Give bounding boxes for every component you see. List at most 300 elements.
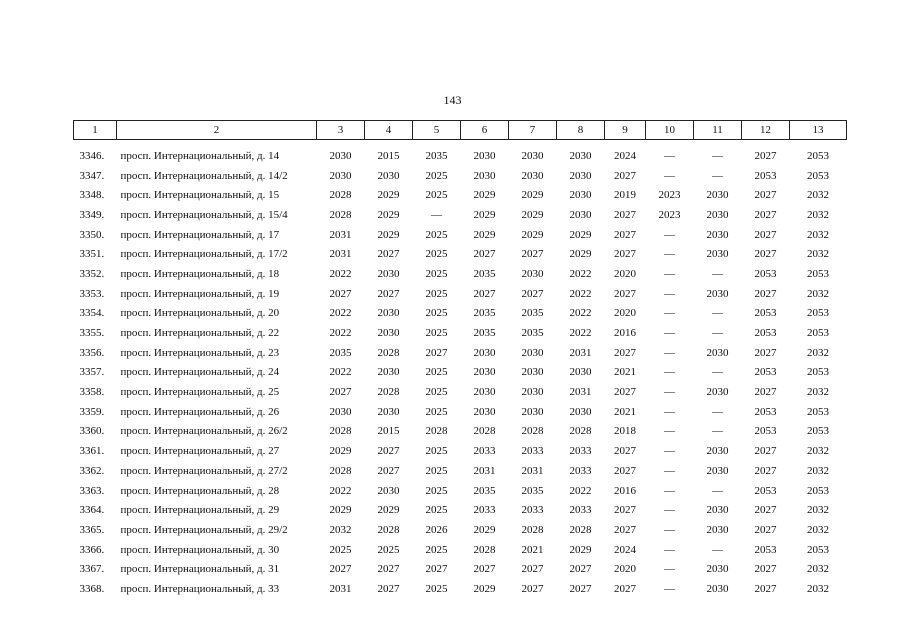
table-cell: 2032 [807,386,829,399]
table-cell: — [712,405,723,418]
table-cell: — [664,464,675,477]
table-cell: — [712,267,723,280]
table-row [74,323,847,343]
table-cell: 2030 [377,366,400,379]
row-number-cell: 3358. [79,386,105,399]
row-number-cell: 3347. [79,169,105,182]
table-cell: 2027 [329,287,352,300]
table-cell: 2027 [569,563,592,576]
table-cell: 2027 [754,504,777,517]
table-cell: 2033 [521,445,544,458]
table-cell: 2027 [754,563,777,576]
table-cell: — [431,208,442,221]
table-row [74,382,847,402]
table-cell: 2021 [614,366,636,379]
table-cell: — [712,169,723,182]
table-cell: 2024 [614,543,636,556]
table-cell: 2030 [569,208,592,221]
table-cell: — [664,327,675,340]
table-cell: 2022 [569,287,592,300]
table-cell: — [664,386,675,399]
row-number-cell: 3361. [79,445,105,458]
table-cell: 2029 [521,228,544,241]
table-cell: 2027 [377,563,400,576]
table-cell: 2030 [706,464,729,477]
table-cell: 2030 [473,346,496,359]
table-cell: 2022 [569,484,592,497]
table-cell: 2027 [754,149,777,162]
table-cell: 2025 [425,582,448,595]
table-cell: 2028 [425,425,448,438]
table-cell: 2027 [377,248,400,261]
table-cell: 2027 [473,287,496,300]
table-cell: 2028 [473,543,496,556]
table-cell: — [664,523,675,536]
table-cell: 2025 [425,445,448,458]
table-body [74,140,847,599]
table-cell: 2030 [377,267,400,280]
table-cell: 2027 [754,346,777,359]
table-cell: 2027 [754,523,777,536]
table-row [74,540,847,560]
table-cell: 2029 [521,208,544,221]
table-cell: 2053 [807,327,829,340]
table-cell: 2032 [807,228,829,241]
address-cell: просп. Интернациональный, д. 31 [120,563,280,576]
table-cell: — [664,228,675,241]
table-cell: 2053 [807,543,829,556]
table-cell: 2023 [658,189,681,202]
table-cell: 2030 [329,149,352,162]
table-cell: 2022 [329,484,352,497]
row-number-cell: 3366. [79,543,105,556]
table-cell: 2029 [473,189,496,202]
table-cell: 2027 [329,386,352,399]
table-cell: 2030 [521,386,544,399]
table-cell: 2053 [807,267,829,280]
table-cell: 2027 [377,445,400,458]
table-cell: 2030 [473,169,496,182]
table-cell: — [712,149,723,162]
table-cell: 2035 [425,149,448,162]
table-cell: 2029 [377,504,400,517]
page-number: 143 [443,93,462,107]
table-cell: 2028 [569,425,592,438]
table-cell: 2022 [569,327,592,340]
table-cell: 2030 [706,504,729,517]
table-cell: 2032 [807,346,829,359]
table-cell: 2028 [377,346,400,359]
row-number-cell: 3363. [79,484,105,497]
table-cell: 2022 [329,267,352,280]
table-cell: 2030 [569,169,592,182]
table-cell: 2053 [754,405,777,418]
table-cell: 2030 [569,149,592,162]
table-cell: 2053 [754,543,777,556]
table-cell: 2025 [425,189,448,202]
table-cell: 2022 [329,307,352,320]
table-cell: 2030 [706,523,729,536]
table-cell: 2030 [521,366,544,379]
table-cell: 2025 [425,307,448,320]
table-cell: 2033 [521,504,544,517]
address-cell: просп. Интернациональный, д. 14 [120,149,280,162]
table-cell: 2027 [521,287,544,300]
table-cell: 2030 [569,189,592,202]
table-cell: 2025 [425,248,448,261]
table-cell: 2035 [473,307,496,320]
table-row [74,284,847,304]
table-cell: 2032 [807,445,829,458]
table-cell: 2028 [521,425,544,438]
table-cell: 2025 [425,327,448,340]
table-cell: — [664,425,675,438]
table-cell: 2020 [614,267,636,280]
table-cell: 2029 [473,228,496,241]
column-header-13: 13 [790,121,847,140]
address-cell: просп. Интернациональный, д. 17 [120,228,280,241]
address-cell: просп. Интернациональный, д. 24 [120,366,280,379]
row-number-cell: 3353. [79,287,105,300]
column-header-2: 2 [117,121,317,140]
address-cell: просп. Интернациональный, д. 18 [120,267,280,280]
table-cell: 2016 [614,327,636,340]
table-cell: 2027 [614,523,636,536]
table-cell: 2030 [521,346,544,359]
table-row [74,402,847,422]
table-cell: — [664,405,675,418]
address-cell: просп. Интернациональный, д. 29/2 [120,523,288,536]
row-number-cell: 3351. [79,248,105,261]
table-row [74,422,847,442]
table-row [74,559,847,579]
table-cell: 2027 [754,228,777,241]
table-cell: 2016 [614,484,636,497]
address-cell: просп. Интернациональный, д. 33 [120,582,280,595]
table-cell: 2030 [377,405,400,418]
row-number-cell: 3346. [79,149,105,162]
table-cell: 2053 [754,327,777,340]
table-cell: 2015 [377,149,400,162]
table-cell: 2032 [807,563,829,576]
table-cell: 2029 [329,445,352,458]
table-cell: 2035 [521,327,544,340]
table-cell: 2025 [425,366,448,379]
table-cell: 2027 [614,248,636,261]
table-cell: 2031 [569,346,592,359]
table-cell: 2030 [706,248,729,261]
table-cell: 2028 [521,523,544,536]
row-number-cell: 3368. [79,582,105,595]
table-cell: 2030 [706,228,729,241]
table-cell: 2025 [425,228,448,241]
table-cell: 2027 [614,287,636,300]
table-cell: 2030 [706,386,729,399]
column-header-4: 4 [365,121,413,140]
table-cell: 2030 [377,327,400,340]
table-row [74,520,847,540]
table-cell: 2028 [329,189,352,202]
table-cell: 2035 [473,267,496,280]
table-cell: 2029 [377,208,400,221]
table-row [74,244,847,264]
table-row [74,500,847,520]
column-header-9: 9 [605,121,646,140]
table-cell: 2029 [377,189,400,202]
table-cell: 2030 [706,346,729,359]
table-cell: 2030 [473,386,496,399]
table-cell: 2027 [614,445,636,458]
table-cell: 2025 [425,543,448,556]
table-cell: — [712,327,723,340]
table-cell: 2031 [569,386,592,399]
table-cell: 2028 [329,464,352,477]
table-cell: 2029 [377,228,400,241]
table-cell: 2030 [706,445,729,458]
table-cell: 2030 [377,307,400,320]
table-cell: — [664,366,675,379]
table-cell: 2053 [754,484,777,497]
table-cell: 2030 [706,582,729,595]
table-cell: 2032 [807,582,829,595]
table-cell: 2027 [473,563,496,576]
table-cell: 2029 [473,523,496,536]
table-cell: — [664,543,675,556]
table-cell: 2028 [329,425,352,438]
table-row [74,579,847,599]
address-cell: просп. Интернациональный, д. 23 [120,346,280,359]
table-cell: 2021 [521,543,544,556]
table-cell: 2027 [614,346,636,359]
table-cell: 2027 [614,208,636,221]
table-cell: 2027 [614,386,636,399]
table-cell: 2015 [377,425,400,438]
address-cell: просп. Интернациональный, д. 19 [120,287,280,300]
table-cell: 2035 [521,484,544,497]
table-cell: 2030 [377,484,400,497]
table-cell: 2029 [521,189,544,202]
table-cell: 2053 [807,149,829,162]
table-cell: 2029 [569,248,592,261]
table-cell: 2028 [377,523,400,536]
table-cell: 2032 [807,189,829,202]
table-cell: 2030 [329,169,352,182]
table-cell: — [664,149,675,162]
table-cell: 2029 [473,582,496,595]
table-cell: 2020 [614,307,636,320]
table-cell: — [664,484,675,497]
table-cell: 2053 [754,425,777,438]
table-cell: — [664,563,675,576]
table-cell: 2032 [807,287,829,300]
address-cell: просп. Интернациональный, д. 28 [120,484,280,497]
table-cell: 2033 [569,464,592,477]
table-cell: 2028 [329,208,352,221]
table-cell: 2032 [329,523,352,536]
table-cell: 2025 [377,543,400,556]
table-cell: 2027 [754,287,777,300]
table-cell: 2027 [329,563,352,576]
table-cell: 2053 [807,366,829,379]
table-row [74,343,847,363]
table-cell: — [664,307,675,320]
table-row [74,441,847,461]
table-cell: 2029 [569,543,592,556]
table-cell: 2022 [569,267,592,280]
table-cell: 2030 [706,208,729,221]
table-cell: 2028 [377,386,400,399]
column-header-6: 6 [461,121,509,140]
table-cell: — [712,484,723,497]
table-cell: 2018 [614,425,636,438]
address-cell: просп. Интернациональный, д. 25 [120,386,280,399]
table-row [74,304,847,324]
table-cell: 2030 [473,405,496,418]
table-cell: 2032 [807,523,829,536]
table-cell: 2027 [569,582,592,595]
table-cell: 2030 [569,405,592,418]
table-cell: 2030 [377,169,400,182]
address-cell: просп. Интернациональный, д. 29 [120,504,280,517]
table-cell: 2033 [569,445,592,458]
table-cell: 2031 [329,228,352,241]
table-row [74,140,847,166]
table-cell: 2031 [521,464,544,477]
table-cell: — [664,169,675,182]
table-cell: 2026 [425,523,448,536]
table-cell: 2027 [754,248,777,261]
table-cell: 2053 [807,484,829,497]
table-cell: 2021 [614,405,636,418]
table-cell: 2027 [614,169,636,182]
table-cell: 2053 [754,366,777,379]
table-cell: 2053 [754,267,777,280]
column-header-12: 12 [742,121,790,140]
row-number-cell: 3350. [79,228,105,241]
table-cell: 2025 [425,484,448,497]
column-header-3: 3 [317,121,365,140]
table-cell: — [664,287,675,300]
table-cell: 2030 [329,405,352,418]
table-cell: 2030 [521,405,544,418]
table-cell: 2029 [329,504,352,517]
table-cell: 2027 [377,464,400,477]
table-cell: 2022 [329,366,352,379]
column-header-5: 5 [413,121,461,140]
table-cell: 2032 [807,464,829,477]
row-number-cell: 3354. [79,307,105,320]
row-number-cell: 3355. [79,327,105,340]
table-cell: — [664,504,675,517]
table-cell: — [712,425,723,438]
table-cell: 2053 [754,169,777,182]
table-cell: 2027 [754,445,777,458]
table-cell: 2027 [754,208,777,221]
table-cell: 2025 [425,464,448,477]
table-cell: 2025 [425,386,448,399]
table-cell: 2027 [473,248,496,261]
table-cell: — [664,248,675,261]
table-cell: 2019 [614,189,636,202]
table-cell: 2027 [754,386,777,399]
table-cell: 2053 [807,425,829,438]
table-cell: 2022 [329,327,352,340]
table-cell: 2027 [521,563,544,576]
address-cell: просп. Интернациональный, д. 27 [120,445,280,458]
table-cell: 2030 [569,366,592,379]
table-cell: 2025 [425,405,448,418]
table-cell: 2053 [807,405,829,418]
table-cell: 2027 [377,287,400,300]
table-cell: 2027 [754,189,777,202]
table-cell: 2025 [425,169,448,182]
table-cell: 2035 [473,484,496,497]
table-cell: 2023 [658,208,681,221]
table-cell: 2027 [425,346,448,359]
table-cell: 2030 [706,563,729,576]
table-cell: 2030 [473,366,496,379]
table-cell: 2031 [473,464,496,477]
column-header-11: 11 [694,121,742,140]
table-cell: — [712,307,723,320]
table-cell: 2027 [754,464,777,477]
table-cell: 2022 [569,307,592,320]
table-cell: 2027 [614,582,636,595]
column-header-10: 10 [646,121,694,140]
table-cell: 2053 [807,169,829,182]
table-cell: 2029 [569,228,592,241]
table-cell: 2031 [329,248,352,261]
table-cell: 2035 [473,327,496,340]
table-row [74,264,847,284]
table-cell: — [664,346,675,359]
column-header-8: 8 [557,121,605,140]
table-cell: 2033 [473,445,496,458]
table-cell: 2025 [425,504,448,517]
table-cell: 2025 [425,267,448,280]
table-cell: 2030 [521,149,544,162]
address-cell: просп. Интернациональный, д. 22 [120,327,280,340]
address-cell: просп. Интернациональный, д. 27/2 [120,464,288,477]
row-number-cell: 3360. [79,425,105,438]
row-number-cell: 3365. [79,523,105,536]
table-header-row [74,121,847,140]
address-cell: просп. Интернациональный, д. 14/2 [120,169,288,182]
column-header-7: 7 [509,121,557,140]
table-cell: 2032 [807,248,829,261]
row-number-cell: 3348. [79,189,105,202]
row-number-cell: 3362. [79,464,105,477]
table-cell: — [712,543,723,556]
table-cell: 2032 [807,504,829,517]
column-header-1: 1 [74,121,117,140]
table-cell: — [664,582,675,595]
table-cell: 2027 [377,582,400,595]
address-cell: просп. Интернациональный, д. 20 [120,307,280,320]
table-row [74,363,847,383]
row-number-cell: 3364. [79,504,105,517]
table-cell: 2027 [614,228,636,241]
table-cell: 2033 [569,504,592,517]
table-cell: 2032 [807,208,829,221]
table-cell: — [664,267,675,280]
address-cell: просп. Интернациональный, д. 26 [120,405,280,418]
row-number-cell: 3352. [79,267,105,280]
address-cell: просп. Интернациональный, д. 17/2 [120,248,288,261]
table-cell: 2030 [521,267,544,280]
row-number-cell: 3359. [79,405,105,418]
table-cell: 2025 [425,287,448,300]
